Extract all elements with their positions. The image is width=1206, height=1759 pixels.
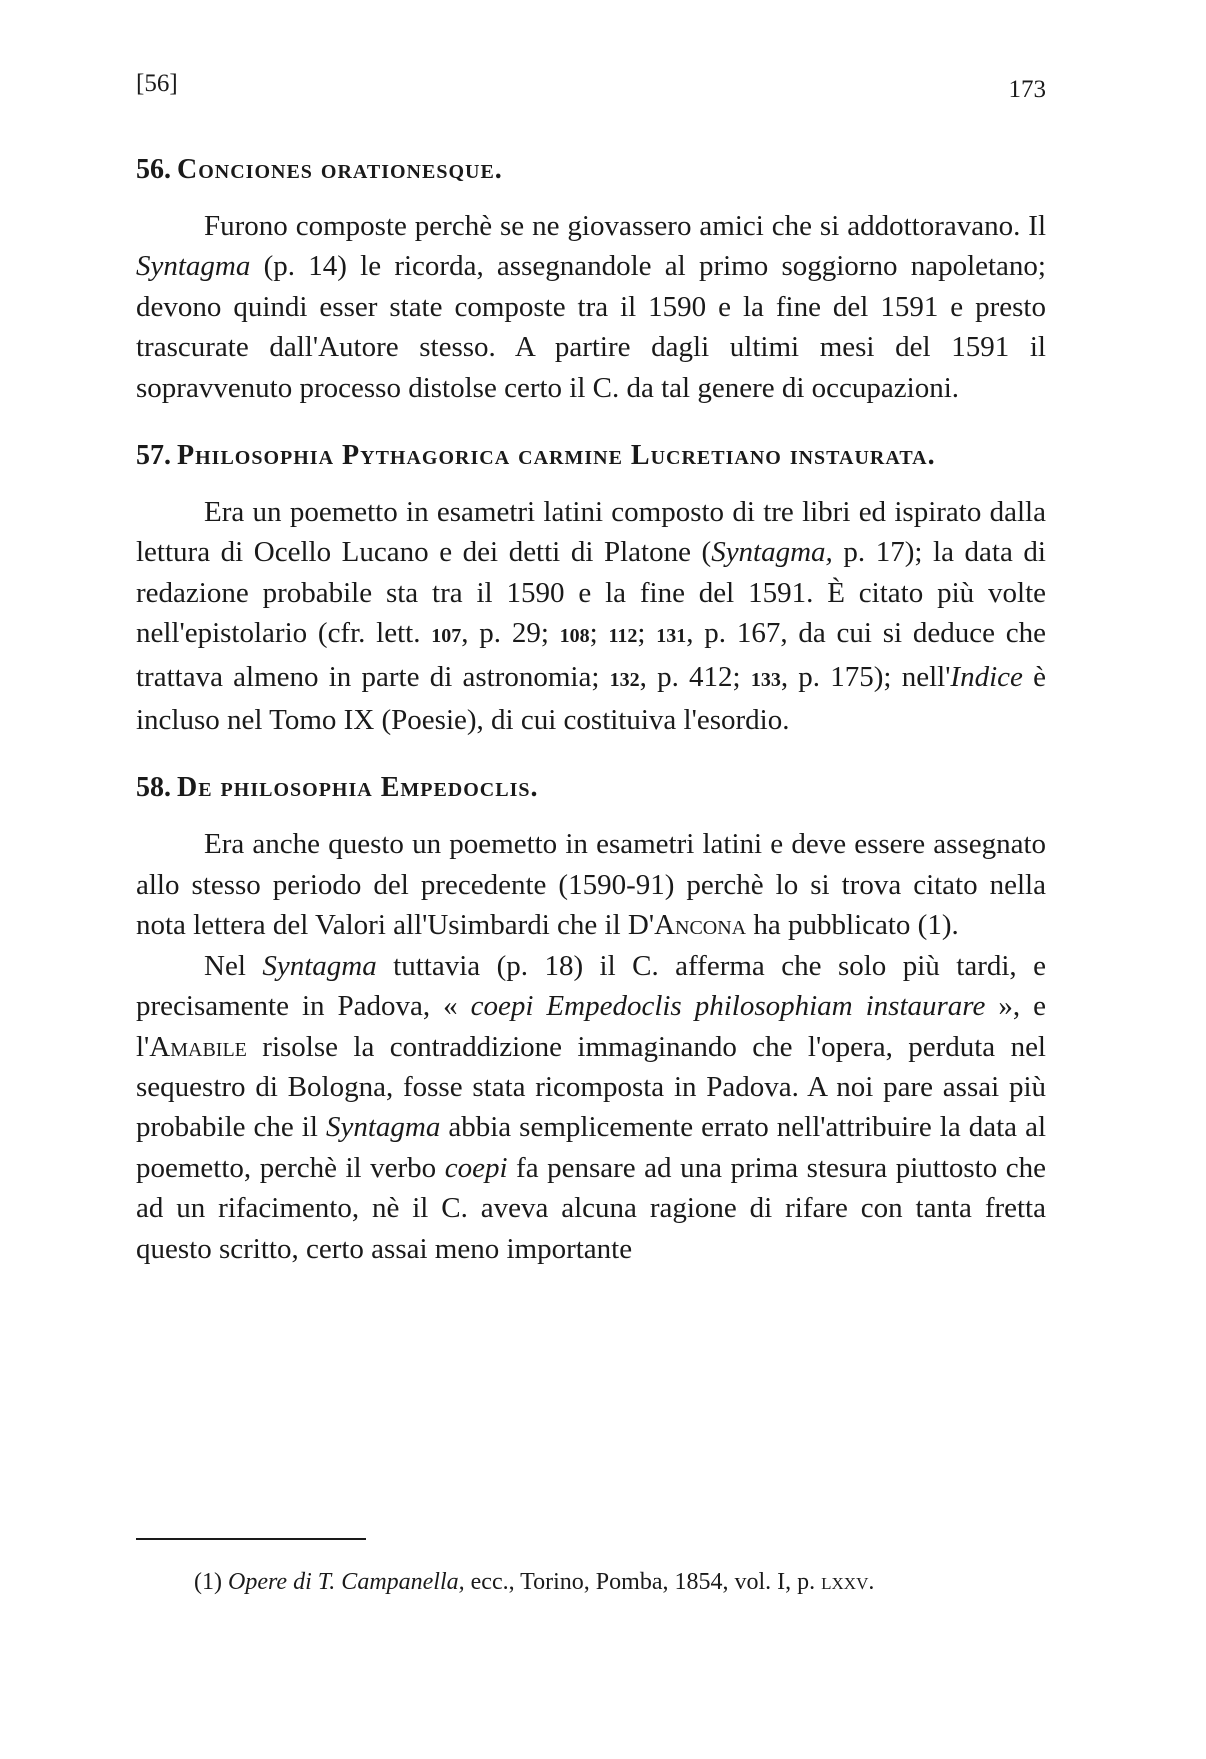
entry-title-text: De philosophia Empedoclis. [177,772,539,804]
text-run: Era anche questo un poemetto in esametri latini e deve essere assegnato allo stesso periodo del precedente (1590-91) perchè lo si trova citato nella nota lettera del Valori all'Usimbardi che il [136,828,1046,942]
italic-text: Syntagma [136,250,251,283]
entry-title-text: Philosophia Pythagorica carmine Lucretiano instaurata. [177,440,936,472]
text-run: Nel [204,949,263,982]
italic-text: Syntagma [262,949,377,982]
italic-text: Syntagma [325,1111,441,1144]
text-run: è incluso nel Tomo IX (Poesie), di cui costituiva l'esordio. [136,660,1046,737]
italic-text: coepi [444,1151,508,1184]
entry-title [136,768,1046,808]
entry-number: 57. [136,440,171,472]
text-run: , p. 412; [639,660,751,693]
entry-title [136,150,1046,190]
small-caps-name: Amabile [149,1030,247,1063]
text-run: ecc., Torino, Pomba, 1854, vol. I, p. [464,1569,822,1595]
footnote [136,1562,1046,1602]
letter-reference: 107 [431,625,462,648]
small-caps-name: lxxv [821,1569,869,1595]
text-run: (1) [194,1569,228,1595]
text-run: , p. 167, da cui si deduce che trattava almeno in parte di astronomia; [136,617,1046,693]
text-run: tuttavia (p. 18) il C. afferma che solo più tardi, e precisamente in Padova, « [136,949,1046,1023]
text-run: abbia semplicemente errato nell'attribuire la data al poemetto, perchè il verbo [136,1111,1047,1184]
text-run: ; [637,617,657,650]
text-run: fa pensare ad una prima stesura piuttosto che ad un rifacimento, nè il C. aveva alcuna ragione di rifare con tanta fretta questo scritto, certo assai meno importante [136,1151,1046,1265]
body-paragraph [136,946,1046,1269]
text-run: , p. 175); nell' [780,660,951,693]
entry-number: 58. [136,772,171,804]
body-paragraph [136,824,1046,945]
text-run: (p. 14) le ricorda, assegnandole al primo soggiorno napoletano; devono quindi esser state composte tra il 1590 e la fine del 1591 e presto trascurate dall'Autore stesso. A partire dagli ultimi mesi del 1591 il sopravvenuto processo distolse certo il C. da tal genere di occupazioni. [136,250,1046,404]
text-run: Furono composte perchè se ne giovassero amici che si addottoravano. Il [204,210,1046,242]
text-run: ha pubblicato (1). [746,909,959,942]
italic-text: Opere di T. Campanella, [227,1569,465,1595]
main-text [136,150,1046,1269]
italic-text: coepi Empedoclis philosophiam instaurare [470,990,986,1023]
page-number: 173 [1008,76,1046,103]
italic-text: Syntagma, [711,536,833,569]
letter-reference: 131 [656,625,687,648]
letter-reference: 108 [559,625,590,648]
body-paragraph [136,492,1046,740]
section-marker: [56] [136,70,178,97]
entry-title [136,436,1046,476]
footnote-rule [136,1538,366,1540]
text-run: . [868,1569,875,1595]
letter-reference: 132 [609,668,640,691]
small-caps-name: D'Ancona [627,909,747,942]
text-run: Era un poemetto in esametri latini composto di tre libri ed ispirato dalla lettura di Ocello Lucano e dei detti di Platone ( [136,496,1046,569]
body-paragraph [136,206,1046,408]
text-run: ; [589,617,609,650]
running-head [136,70,1046,110]
text-run: », e l' [136,990,1046,1063]
entry-number: 56. [136,154,171,185]
text-run: p. 17); la data di redazione probabile sta tra il 1590 e la fine del 1591. È citato più volte nell'epistolario (cfr. lett. [136,536,1046,650]
entry-title-text: Conciones orationesque. [177,154,503,185]
text-run: risolse la contraddizione immaginando che l'opera, perduta nel sequestro di Bologna, fosse stata ricomposta in Padova. A noi pare assai più probabile che il [136,1030,1046,1144]
text-run: , p. 29; [461,617,560,650]
letter-reference: 112 [608,625,638,648]
letter-reference: 133 [750,668,781,691]
italic-text: Indice [950,660,1023,693]
